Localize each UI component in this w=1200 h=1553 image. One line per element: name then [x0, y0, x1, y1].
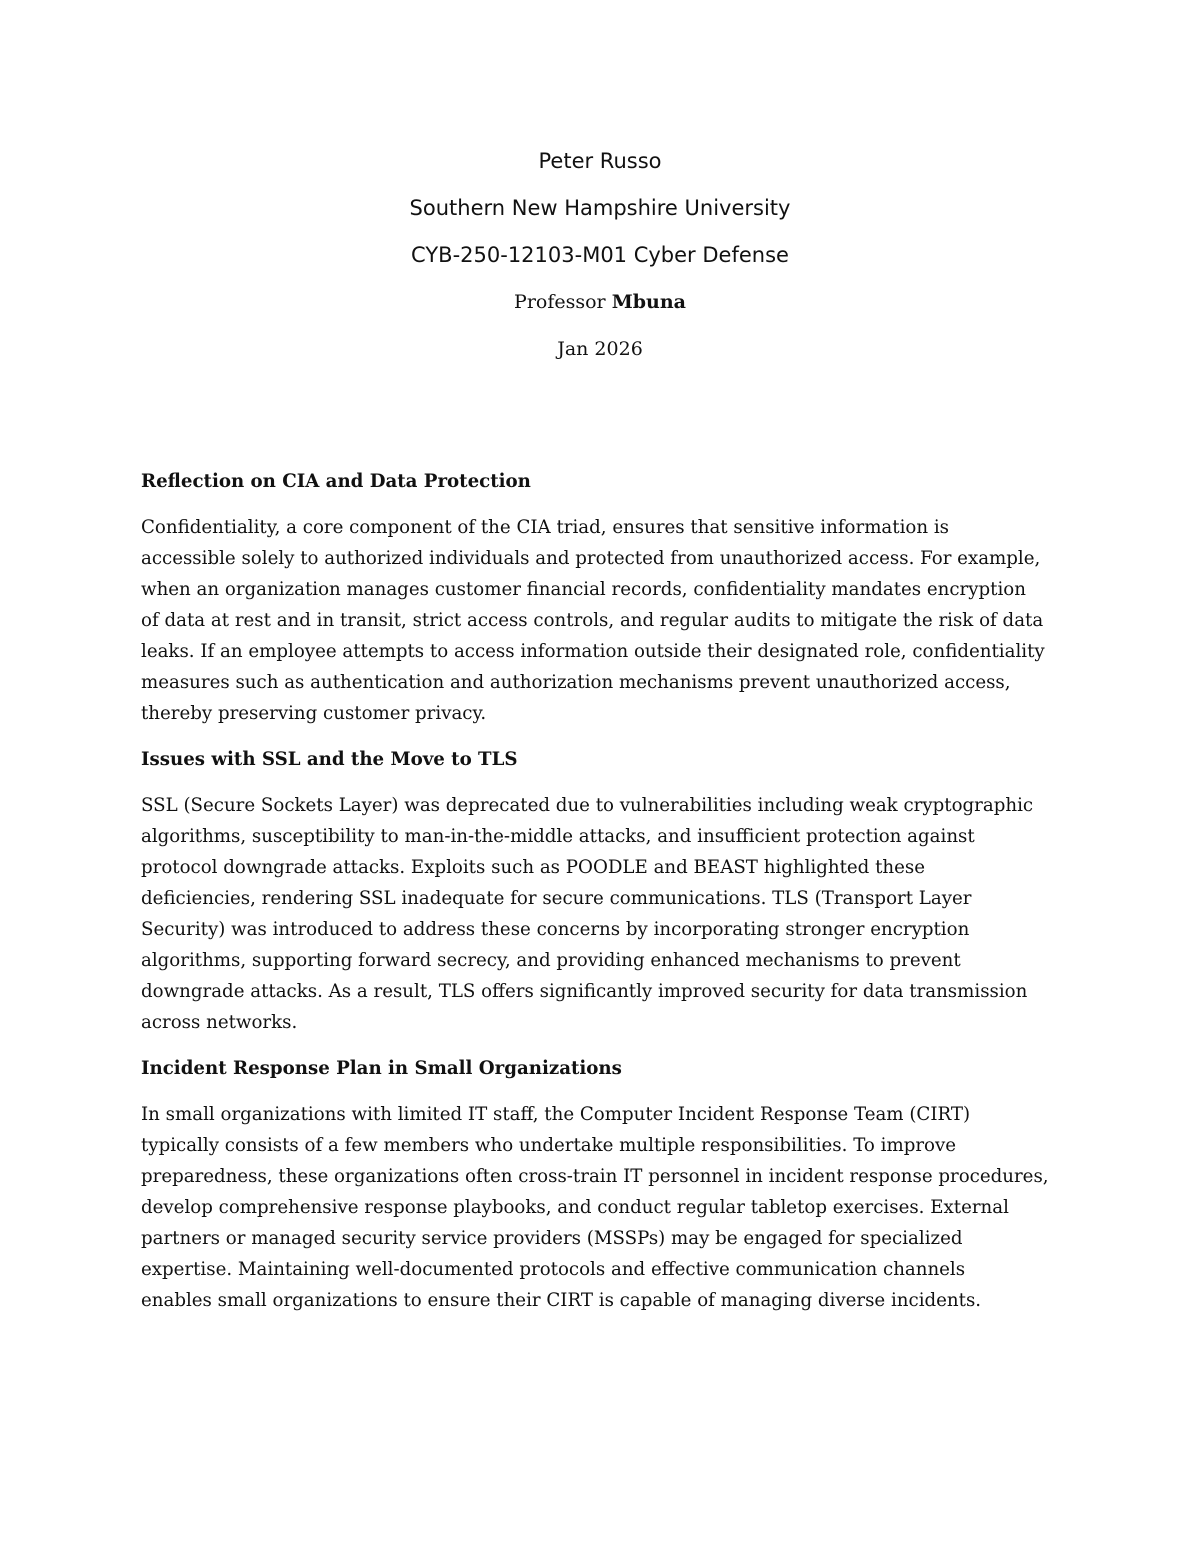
paragraph-line: typically consists of a few members who undertake multiple responsibilities. To improve [141, 1135, 957, 1156]
document-body [141, 466, 1071, 1331]
course-name: CYB-250-12103-M01 Cyber Defense [411, 243, 789, 267]
section-paragraph-cia [141, 512, 1071, 729]
paragraph-line: leaks. If an employee attempts to access information outside their designated role, confidentiality [141, 641, 1045, 662]
paragraph-line: when an organization manages customer financial records, confidentiality mandates encryption [141, 579, 1026, 600]
section-heading-cia: Reflection on CIA and Data Protection [141, 471, 531, 492]
paragraph-line: In small organizations with limited IT staff, the Computer Incident Response Team (CIRT) [141, 1104, 971, 1125]
paragraph-line: across networks. [141, 1012, 298, 1033]
paragraph-line: deficiencies, rendering SSL inadequate for secure communications. TLS (Transport Layer [141, 888, 972, 909]
document-date: Jan 2026 [557, 338, 643, 360]
paragraph-line: measures such as authentication and authorization mechanisms prevent unauthorized access, [141, 672, 1011, 693]
paragraph-line: thereby preserving customer privacy. [141, 703, 487, 724]
paragraph-line: expertise. Maintaining well-documented protocols and effective communication channels [141, 1259, 966, 1280]
institution-name: Southern New Hampshire University [409, 196, 791, 220]
title-page-block [0, 138, 1200, 373]
paragraph-line: of data at rest and in transit, strict access controls, and regular audits to mitigate the risk of data [141, 610, 1044, 631]
paragraph-line: develop comprehensive response playbooks, and conduct regular tabletop exercises. External [141, 1197, 1009, 1218]
section-paragraph-ssl-tls [141, 790, 1071, 1038]
professor-name: Mbuna [611, 291, 686, 313]
section-heading-incident-response: Incident Response Plan in Small Organizations [141, 1058, 622, 1079]
paragraph-line: enables small organizations to ensure their CIRT is capable of managing diverse incidents. [141, 1290, 982, 1311]
paragraph-line: accessible solely to authorized individuals and protected from unauthorized access. For example, [141, 548, 1041, 569]
paragraph-line: preparedness, these organizations often cross-train IT personnel in incident response procedures, [141, 1166, 1049, 1187]
section-paragraph-incident-response [141, 1099, 1071, 1316]
paragraph-line: protocol downgrade attacks. Exploits such as POODLE and BEAST highlighted these [141, 857, 925, 878]
paragraph-line: partners or managed security service providers (MSSPs) may be engaged for specialized [141, 1228, 963, 1249]
professor-line [0, 279, 1200, 326]
paragraph-line: Confidentiality, a core component of the CIA triad, ensures that sensitive information is [141, 517, 950, 538]
author-name: Peter Russo [538, 149, 662, 173]
paragraph-line: downgrade attacks. As a result, TLS offers significantly improved security for data transmission [141, 981, 1028, 1002]
paragraph-line: algorithms, supporting forward secrecy, and providing enhanced mechanisms to prevent [141, 950, 961, 971]
paragraph-line: algorithms, susceptibility to man-in-the-middle attacks, and insufficient protection against [141, 826, 975, 847]
paragraph-line: Security) was introduced to address these concerns by incorporating stronger encryption [141, 919, 970, 940]
professor-prefix: Professor [514, 291, 606, 313]
paragraph-line: SSL (Secure Sockets Layer) was deprecated due to vulnerabilities including weak cryptographic [141, 795, 1034, 816]
section-heading-ssl-tls: Issues with SSL and the Move to TLS [141, 749, 518, 770]
